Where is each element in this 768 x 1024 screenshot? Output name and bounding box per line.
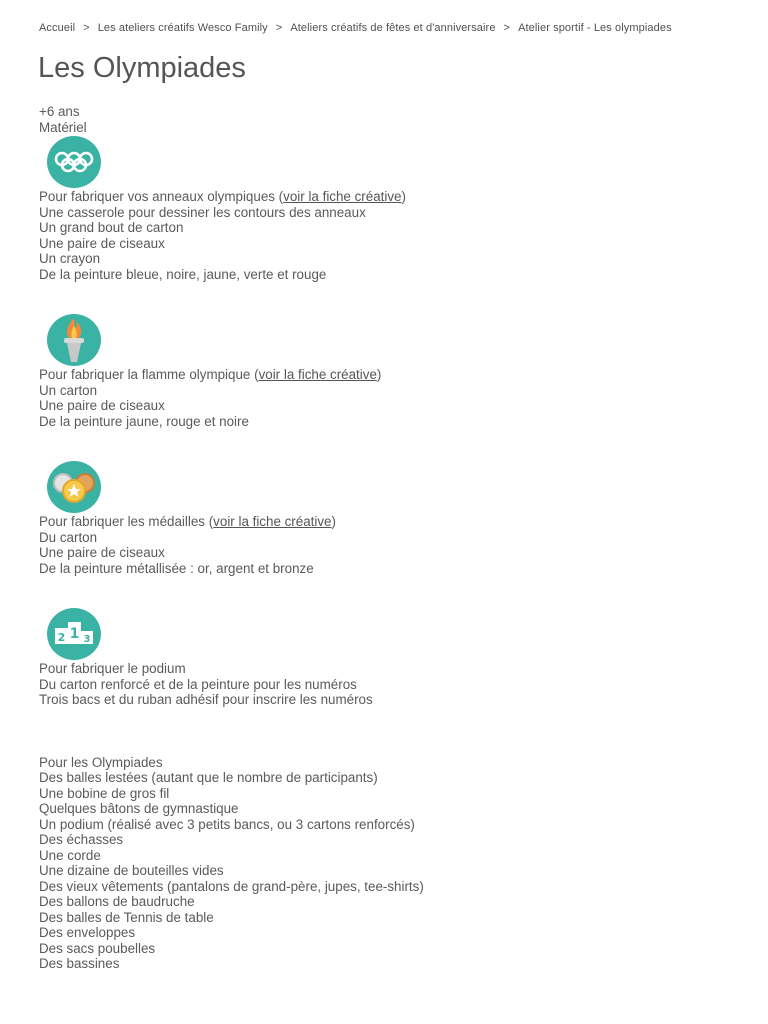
materiel-heading: Matériel <box>39 119 87 135</box>
list-item: Une paire de ciseaux <box>39 235 165 251</box>
fiche-creative-link[interactable]: voir la fiche créative <box>283 189 402 204</box>
list-item: Des balles lestées (autant que le nombre de participants) <box>39 770 378 785</box>
list-item: Un grand bout de carton <box>39 220 184 235</box>
torch-flame-icon <box>47 314 101 366</box>
breadcrumb-separator: > <box>503 22 511 34</box>
list-item: De la peinture bleue, noire, jaune, verte et rouge <box>39 266 327 282</box>
section-icon-wrap <box>39 460 739 514</box>
section-icon-wrap <box>39 313 739 367</box>
list-item: Une paire de ciseaux <box>39 545 165 560</box>
age-label: +6 ans <box>39 104 80 119</box>
list-item: Des vieux vêtements (pantalons de grand-père, jupes, tee-shirts) <box>39 878 424 894</box>
list-item: Un podium (réalisé avec 3 petits bancs, ou 3 cartons renforcés) <box>39 816 415 832</box>
article-content <box>39 104 739 972</box>
section-items <box>39 530 739 577</box>
list-item: Du carton renforcé et de la peinture pour les numéros <box>39 676 357 692</box>
list-item: Des ballons de baudruche <box>39 894 195 909</box>
section-intro: Pour fabriquer la flamme olympique (voir la fiche créative) <box>39 367 382 382</box>
breadcrumb-fetes[interactable]: Ateliers créatifs de fêtes et d'anniversaire <box>290 22 496 34</box>
fiche-creative-link[interactable]: voir la fiche créative <box>213 514 332 529</box>
podium-number-2: 2 <box>57 631 66 644</box>
breadcrumb-separator: > <box>275 22 283 34</box>
list-item: Une casserole pour dessiner les contours des anneaux <box>39 204 366 220</box>
section-items <box>39 677 739 708</box>
list-item: Un crayon <box>39 251 101 266</box>
section-items <box>39 383 739 430</box>
list-item: Une bobine de gros fil <box>39 785 170 801</box>
list-item: Des balles de Tennis de table <box>39 909 214 925</box>
list-item: Du carton <box>39 529 98 545</box>
list-item: Une paire de ciseaux <box>39 398 165 413</box>
breadcrumb-current: Atelier sportif - Les olympiades <box>518 22 672 34</box>
list-item: Des enveloppes <box>39 925 136 940</box>
olympic-rings-icon <box>47 136 101 188</box>
breadcrumb-separator: > <box>83 22 90 34</box>
podium-number-3: 3 <box>83 634 91 645</box>
list-item: De la peinture métallisée : or, argent et bronze <box>39 560 314 576</box>
fiche-creative-link[interactable]: voir la fiche créative <box>258 367 377 382</box>
medals-icon <box>47 461 101 513</box>
page-title: Les Olympiades <box>38 52 246 84</box>
breadcrumb-ateliers[interactable]: Les ateliers créatifs Wesco Family <box>97 22 268 34</box>
podium-number-1: 1 <box>69 626 80 642</box>
section-icon-wrap <box>39 135 739 189</box>
olympiades-items <box>39 770 739 972</box>
list-item: Des bassines <box>39 956 120 971</box>
list-item: Quelques bâtons de gymnastique <box>39 801 239 816</box>
list-item: Des sacs poubelles <box>39 940 156 956</box>
section-intro: Pour fabriquer les médailles (voir la fiche créative) <box>39 514 336 529</box>
list-item: Trois bacs et du ruban adhésif pour inscrire les numéros <box>39 692 373 707</box>
olympiades-heading: Pour les Olympiades <box>39 754 163 770</box>
list-item: Une corde <box>39 847 101 863</box>
section-intro: Pour fabriquer le podium <box>39 661 186 676</box>
list-item: De la peinture jaune, rouge et noire <box>39 413 249 429</box>
podium-icon <box>47 608 101 660</box>
list-item: Un carton <box>39 382 98 398</box>
list-item: Des échasses <box>39 832 124 847</box>
breadcrumb <box>39 22 672 34</box>
section-intro: Pour fabriquer vos anneaux olympiques (voir la fiche créative) <box>39 189 406 204</box>
section-items <box>39 205 739 283</box>
section-icon-wrap <box>39 607 739 661</box>
breadcrumb-home[interactable]: Accueil <box>39 22 76 34</box>
list-item: Une dizaine de bouteilles vides <box>39 863 224 878</box>
